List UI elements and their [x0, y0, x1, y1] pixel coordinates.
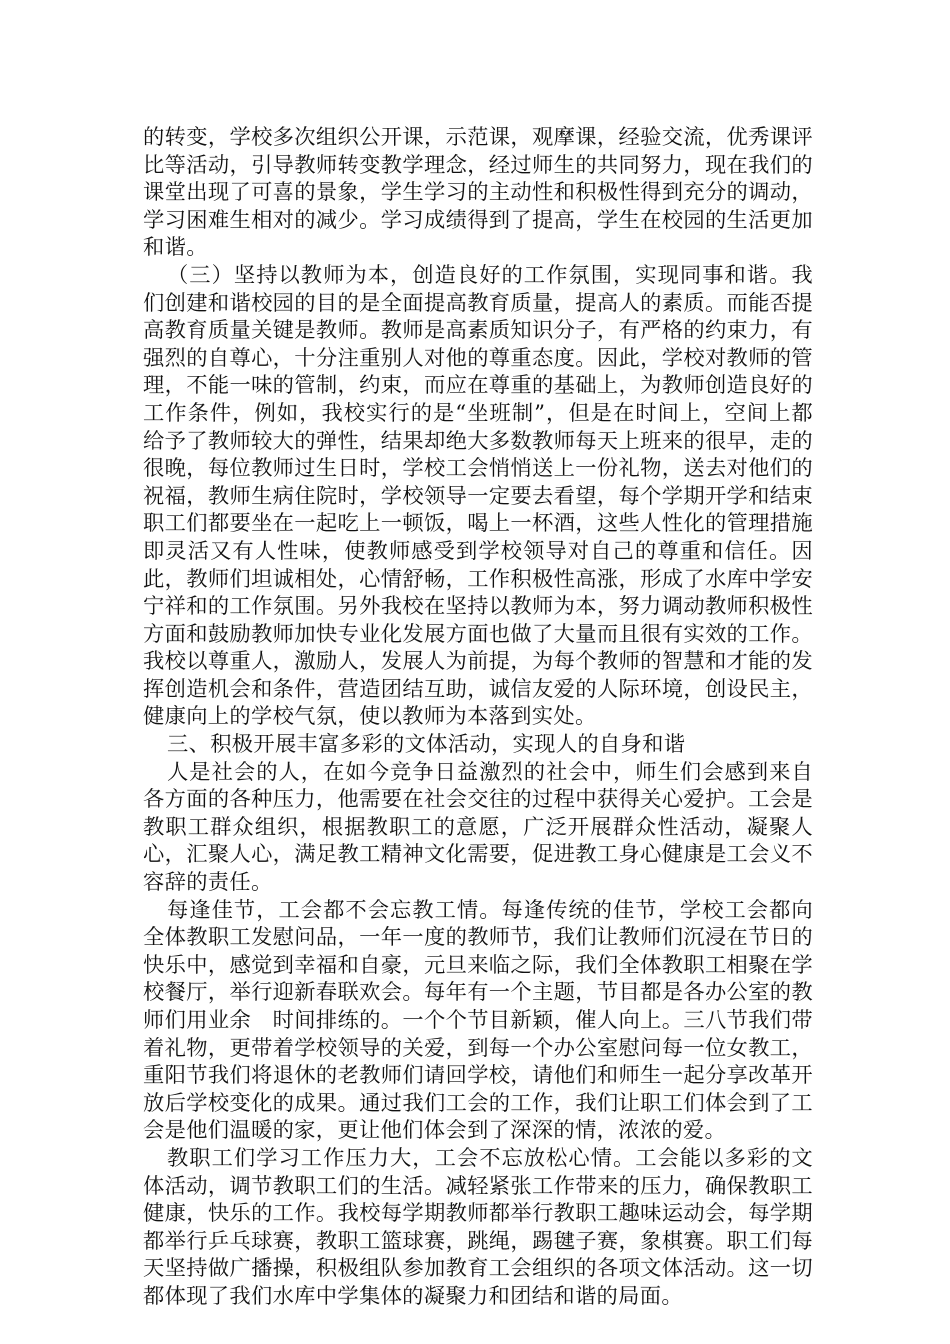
- paragraph-continuation: 的转变，学校多次组织公开课，示范课，观摩课，经验交流，优秀课评比等活动，引导教师转变教学理念，经过师生的共同努力，现在我们的课堂出现了可喜的景象，学生学习的主动性和积极性得到充分的调动，学习困难生相对的减少。学习成绩得到了提高，学生在校园的生活更加和谐。: [143, 125, 813, 261]
- section-heading-cultural-activities: 三、积极开展丰富多彩的文体活动，实现人的自身和谐: [167, 732, 686, 758]
- document-body: [143, 124, 813, 1311]
- paragraph-sports-activities: 教职工们学习工作压力大，工会不忘放松心情。工会能以多彩的文体活动，调节教职工们的生活。减轻紧张工作带来的压力，确保教职工健康，快乐的工作。我校每学期教师都举行教职工趣味运动会，每学期都举行乒乓球赛，教职工篮球赛，跳绳，踢毽子赛，象棋赛。职工们每天坚持做广播操，积极组队参加教育工会组织的各项文体活动。这一切都体现了我们水库中学集体的凝聚力和团结和谐的局面。: [143, 1145, 813, 1309]
- paragraph-social-pressure: 人是社会的人，在如今竞争日益激烈的社会中，师生们会感到来自各方面的各种压力，他需要在社会交往的过程中获得关心爱护。工会是教职工群众组织，根据教职工的意愿，广泛开展群众性活动，凝聚人心，汇聚人心，满足教工精神文化需要，促进教工身心健康是工会义不容辞的责任。: [143, 759, 813, 896]
- paragraph-festivals: 每逢佳节，工会都不会忘教工情。每逢传统的佳节，学校工会都向全体教职工发慰问品，一年一度的教师节，我们让教师们沉浸在节日的快乐中，感觉到幸福和自豪，元旦来临之际，我们全体教职工相聚在学校餐厅，举行迎新春联欢会。每年有一个主题，节目都是各办公室的教师们用业余 时间排练的。一个个节目新颖，催人向上。三八节我们带着礼物，更带着学校领导的关爱，到每一个办公室慰问每一位女教工，重阳节我们将退休的老教师们请回学校，请他们和师生一起分享改革开放后学校变化的成果。通过我们工会的工作，我们让职工们体会到了工会是他们温暖的家，更让他们体会到了深深的情，浓浓的爱。: [143, 897, 813, 1144]
- paragraph-teacher-centered: （三）坚持以教师为本，创造良好的工作氛围，实现同事和谐。我们创建和谐校园的目的是全面提高教育质量，提高人的素质。而能否提高教育质量关键是教师。教师是高素质知识分子，有严格的约束力，有强烈的自尊心，十分注重别人对他的尊重态度。因此，学校对教师的管理，不能一味的管制，约束，而应在尊重的基础上，为教师创造良好的工作条件，例如，我校实行的是“坐班制”，但是在时间上，空间上都给予了教师较大的弹性，结果却绝大多数教师每天上班来的很早，走的很晚，每位教师过生日时，学校工会悄悄送上一份礼物，送去对他们的祝福，教师生病住院时，学校领导一定要去看望，每个学期开学和结束职工们都要坐在一起吃上一顿饭，喝上一杯酒，这些人性化的管理措施即灵活又有人性味，使教师感受到学校领导对自己的尊重和信任。因此，教师们坦诚相处，心情舒畅，工作积极性高涨，形成了水库中学安宁祥和的工作氛围。另外我校在坚持以教师为本，努力调动教师积极性方面和鼓励教师加快专业化发展方面也做了大量而且很有实效的工作。我校以尊重人，激励人，发展人为前提，为每个教师的智慧和才能的发挥创造机会和条件，营造团结互助，诚信友爱的人际环境，创设民主，健康向上的学校气氛，使以教师为本落到实处。: [143, 262, 813, 730]
